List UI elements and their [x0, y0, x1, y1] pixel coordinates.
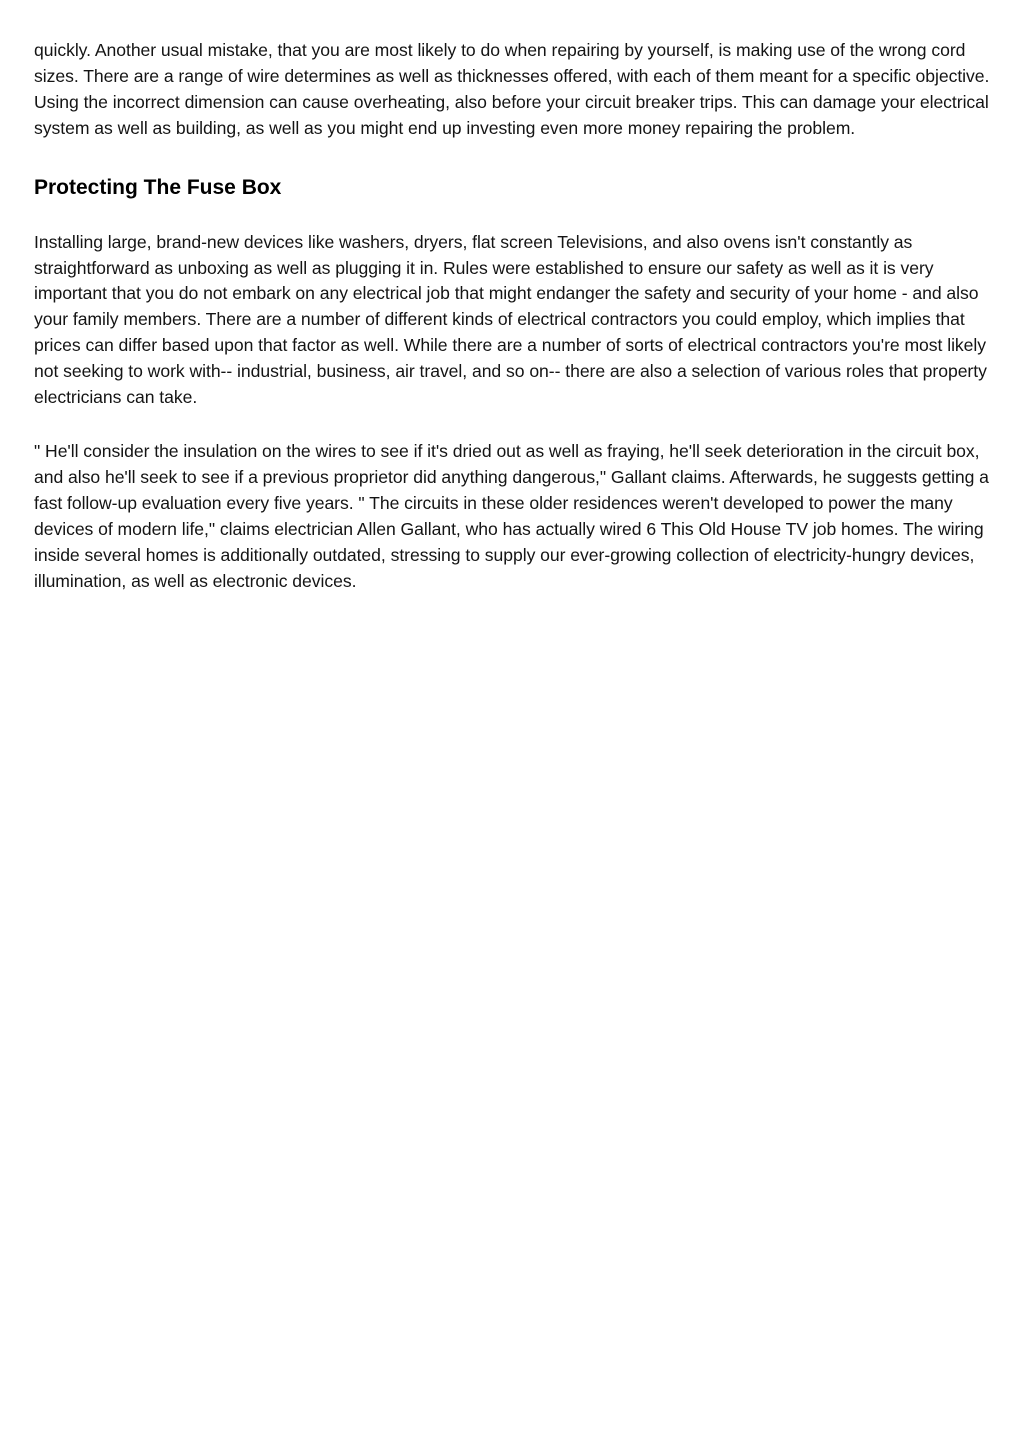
article-paragraph-2: Installing large, brand-new devices like washers, dryers, flat screen Televisions, and also ovens isn't constantly as straightforward as unboxing as well as plugging it in. Rules were established to ensure our safety as well as it is very important that you do not embark on any electrical job that might endanger the safety and security of your home - and also your family members. There are a number of different kinds of electrical contractors you could employ, which implies that prices can differ based upon that factor as well. While there are a number of sorts of electrical contractors you're most likely not seeking to work with-- industrial, business, air travel, and so on-- there are also a selection of various roles that property electricians can take.: [34, 231, 987, 408]
section-heading: Protecting The Fuse Box: [34, 175, 282, 199]
article-paragraph-1: quickly. Another usual mistake, that you are most likely to do when repairing by yourself, is making use of the wrong cord sizes. There are a range of wire determines as well as thicknesses offered, with each of them meant for a specific objective. Using the incorrect dimension can cause overheating, also before your circuit breaker trips. This can damage your electrical system as well as building, as well as you might end up investing even more money repairing the problem.: [34, 40, 990, 138]
article-paragraph-3: " He'll consider the insulation on the wires to see if it's dried out as well as fraying, he'll seek deterioration in the circuit box, and also he'll seek to see if a previous proprietor did anything dangerous," Gallant claims. Afterwards, he suggests getting a fast follow-up evaluation every five years. " The circuits in these older residences weren't developed to power the many devices of modern life," claims electrician Allen Gallant, who has actually wired 6 This Old House TV job homes. The wiring inside several homes is additionally outdated, stressing to supply our ever-growing collection of electricity-hungry devices, illumination, as well as electronic devices.: [34, 440, 989, 591]
article-body: [34, 38, 992, 594]
